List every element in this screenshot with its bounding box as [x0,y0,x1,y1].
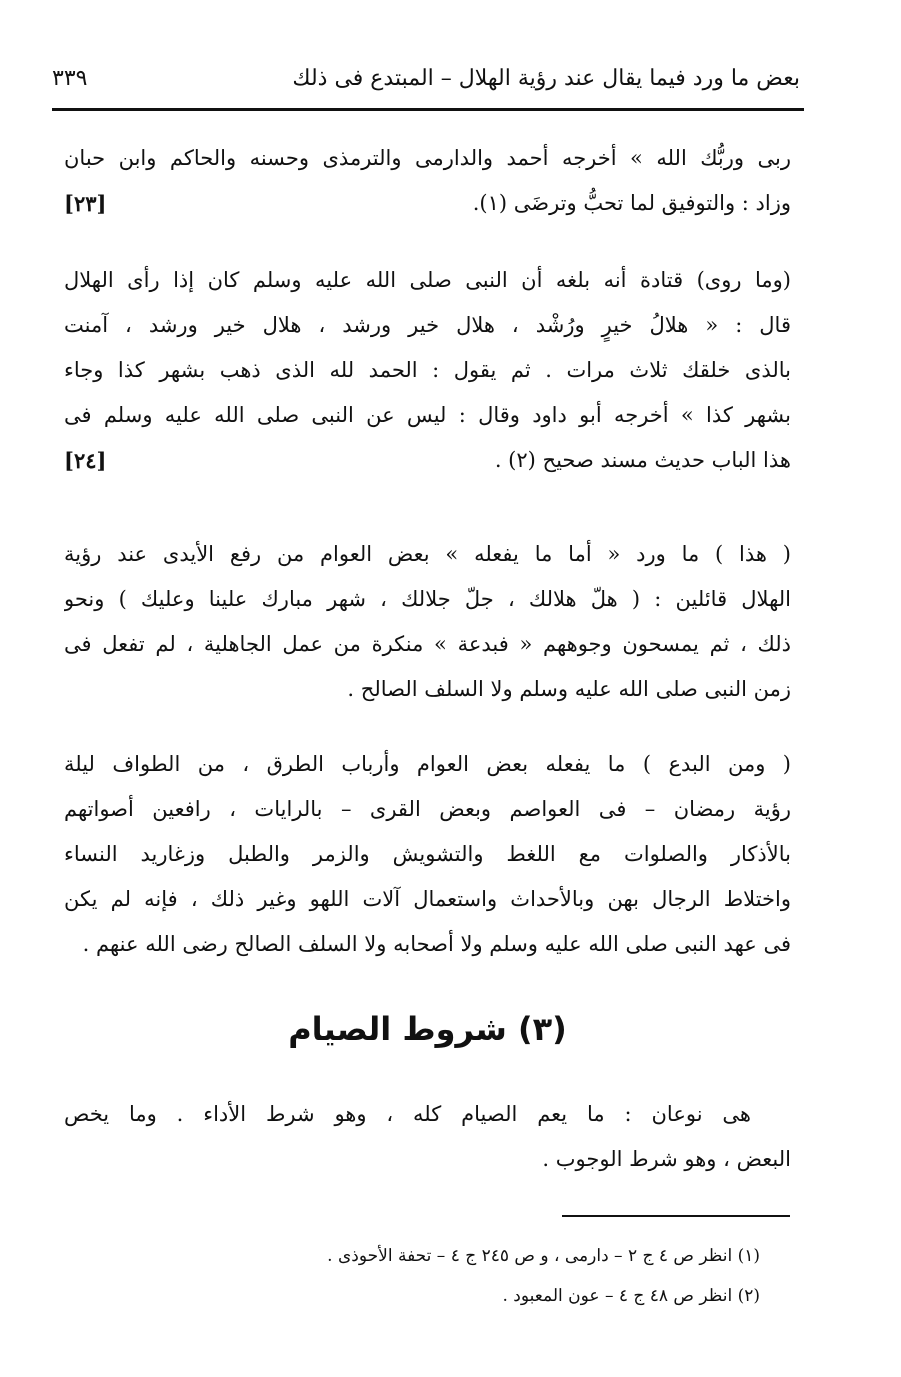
paragraph-hadith-24 [64,258,791,483]
paragraph-line: قال : « هلالُ خيرٍ ورُشْد ، هلال خير ورشد ، هلال خير ورشد ، آمنت [64,313,791,337]
paragraph-line-text: هذا الباب حديث مسند صحيح (٢) . [494,448,791,472]
paragraph-line: هى نوعان : ما يعم الصيام كله ، وهو شرط الأداء . وما يخص [64,1102,751,1126]
footnote-item: (٢) انظر ص ٤٨ ج ٤ – عون المعبود . [502,1286,760,1306]
paragraph-line: ( ومن البدع ) ما يفعله بعض العوام وأرباب الطرق ، من الطواف ليلة [64,752,791,776]
paragraph-line: البعض ، وهو شرط الوجوب . [542,1147,791,1171]
section-heading: (٣) شروط الصيام [288,1010,567,1048]
footnote-item: (١) انظر ص ٤ ج ٢ – دارمى ، و ص ٢٤٥ ج ٤ – تحفة الأحوذى . [327,1246,760,1266]
paragraph-line: زمن النبى صلى الله عليه وسلم ولا السلف الصالح . [347,677,791,701]
paragraph-line: واختلاط الرجال بهن وبالأحداث واستعمال آلات اللهو وغير ذلك ، فإنه لم يكن [64,887,791,911]
paragraph-hadith-23 [64,136,791,226]
footnotes [150,1236,760,1316]
header-rule [52,108,804,111]
hadith-reference-number: [٢٤] [64,448,107,473]
paragraph-line-text: وزاد : والتوفيق لما تحبُّ وترضَى (١). [472,191,791,215]
paragraph-line [64,438,791,483]
paragraph-line [64,181,791,226]
footnote-rule [562,1215,790,1217]
page-number: ٣٣٩ [52,65,88,91]
paragraph-ramadan-innovations [64,742,791,967]
section-paragraph [64,1092,791,1182]
hadith-reference-number: [٢٣] [64,191,107,216]
paragraph-line: رؤية رمضان – فى العواصم وبعض القرى – بالرايات ، رافعين أصواتهم [64,797,791,821]
paragraph-line: بشهر كذا » أخرجه أبو داود وقال : ليس عن النبى صلى الله عليه وسلم فى [64,403,791,427]
paragraph-line: الهلال قائلين : ( هلّ هلالك ، جلّ جلالك ، شهر مبارك علينا وعليك ) ونحو [64,587,791,611]
running-title: بعض ما ورد فيما يقال عند رؤية الهلال – المبتدع فى ذلك [292,65,800,91]
paragraph-line: فى عهد النبى صلى الله عليه وسلم ولا أصحابه ولا السلف الصالح رضى الله عنهم . [82,932,791,956]
paragraph-line: (وما روى) قتادة أنه بلغه أن النبى صلى الله عليه وسلم كان إذا رأى الهلال [64,268,791,292]
page-header [52,58,800,98]
paragraph-line: بالأذكار والصلوات مع اللغط والتشويش والزمر والطبل وزغاريد النساء [64,842,791,866]
paragraph-line: ذلك ، ثم يمسحون وجوههم « فبدعة » منكرة من عمل الجاهلية ، لم تفعل فى [64,632,791,656]
paragraph-line: بالذى خلقك ثلاث مرات . ثم يقول : الحمد لله الذى ذهب بشهر كذا وجاء [64,358,791,382]
paragraph-line: ( هذا ) ما ورد « أما ما يفعله » بعض العوام من رفع الأيدى عند رؤية [64,542,791,566]
paragraph-line: ربى وربُّك الله » أخرجه أحمد والدارمى والترمذى وحسنه والحاكم وابن حبان [64,146,791,170]
paragraph-hilal-innovation [64,532,791,712]
